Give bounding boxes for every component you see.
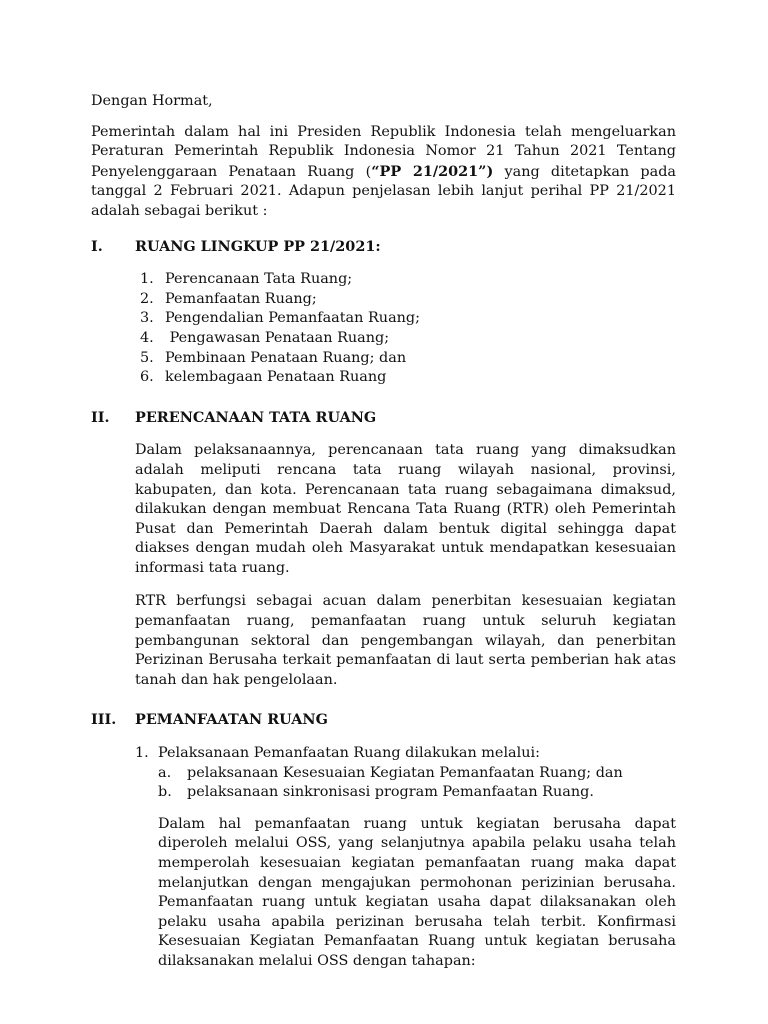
intro-text-part2: yang ditetapkan pada tanggal 2 Februari 2021. Adapun penjelasan lebih lanjut perihal PP 21/2021 adalah sebagai berikut : xyxy=(91,163,676,219)
section3-paragraph: Dalam hal pemanfaatan ruang untuk kegiatan berusaha dapat diperoleh melalui OSS, yang selanjutnya apabila pelaku usaha telah memperolah kesesuaian kegiatan pemanfaatan ruang maka dapat melanjutkan dengan mengajukan permohonan perizinian berusaha. Pemanfaatan ruang untuk kegiatan usaha dapat dilaksanakan oleh pelaku usaha apabila perizinan berusaha telah terbit. Konfirmasi Kesesuaian Kegiatan Pemanfaatan Ruang untuk kegiatan berusaha dilaksanakan melalui OSS dengan tahapan: xyxy=(158,815,676,969)
list-item: 3. Pengendalian Pemanfaatan Ruang; xyxy=(140,310,420,327)
section-number: III. xyxy=(91,711,117,729)
intro-bold-ref: “PP 21/2021”) xyxy=(371,162,494,180)
intro-text-part1: Pemerintah dalam hal ini Presiden Republik Indonesia telah mengeluarkan Peraturan Pemerintah Republik Indonesia Nomor 21 Tahun 2021 Tentang Penyelenggaraan Penataan Ruang ( xyxy=(91,123,676,180)
sub-list-item: a. pelaksanaan Kesesuaian Kegiatan Pemanfaatan Ruang; dan xyxy=(158,764,623,781)
section2-paragraph-1: Dalam pelaksanaannya, perencanaan tata ruang yang dimaksudkan adalah meliputi rencana tata ruang wilayah nasional, provinsi, kabupaten, dan kota. Perencanaan tata ruang sebagaimana dimaksud, dilakukan dengan membuat Rencana Tata Ruang (RTR) oleh Pemerintah Pusat dan Pemerintah Daerah dalam bentuk digital sehingga dapat diakses dengan mudah oleh Masyarakat untuk mendapatkan kesesuaian informasi tata ruang. xyxy=(135,442,676,576)
section-number: I. xyxy=(91,237,103,255)
sub-list-item: b. pelaksanaan sinkronisasi program Pemanfaatan Ruang. xyxy=(158,784,594,801)
section-heading-2 xyxy=(91,408,676,428)
section-title: RUANG LINGKUP PP 21/2021: xyxy=(135,237,381,255)
section3-item-1 xyxy=(135,744,676,972)
greeting: Dengan Hormat, xyxy=(91,93,213,109)
section2-paragraph-2: RTR berfungsi sebagai acuan dalam penerbitan kesesuaian kegiatan pemanfaatan ruang, pemanfaatan ruang untuk seluruh kegiatan pembangunan sektoral dan pengembangan wilayah, dan penerbitan Perizinan Berusaha terkait pemanfaatan di laut serta pemberian hak atas tanah dan hak pengelolaan. xyxy=(135,593,676,688)
list-item xyxy=(135,744,676,764)
list-item: 1. Perencanaan Tata Ruang; xyxy=(140,271,353,288)
list-item: 6. kelembagaan Penataan Ruang xyxy=(140,369,387,386)
list-item: 4. Pengawasan Penataan Ruang; xyxy=(140,329,390,346)
section-heading-1 xyxy=(91,237,676,257)
section-title: PERENCANAAN TATA RUANG xyxy=(135,408,377,426)
list-item: 5. Pembinaan Penataan Ruang; dan xyxy=(140,349,407,366)
document-page xyxy=(91,92,676,972)
section-title: PEMANFAATAN RUANG xyxy=(135,711,328,729)
list-text: Pelaksanaan Pemanfaatan Ruang dilakukan melalui: xyxy=(158,745,540,762)
intro-paragraph xyxy=(91,123,676,222)
section-number: II. xyxy=(91,408,110,426)
list-number: 1. xyxy=(135,745,149,762)
scope-list xyxy=(140,270,676,388)
section-heading-3 xyxy=(91,710,676,730)
sub-list xyxy=(158,764,676,803)
list-item: 2. Pemanfaatan Ruang; xyxy=(140,290,317,307)
